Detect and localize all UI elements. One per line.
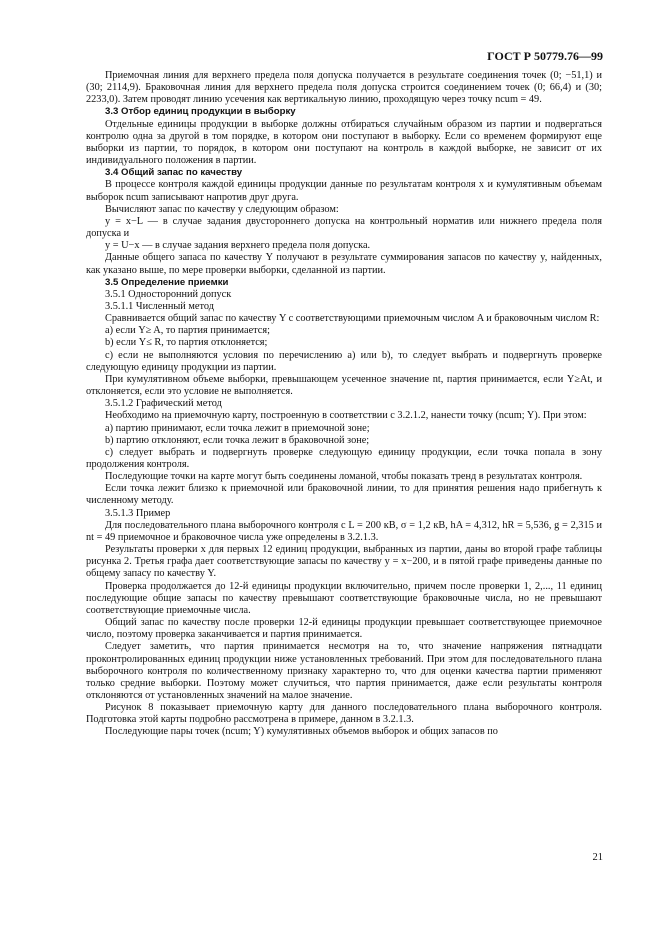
paragraph: Отдельные единицы продукции в выборке должны отбираться случайным образом из партии и подвергаться контролю одна за другой в том порядке, в котором они поступают в выборку. Если со временем формируют еще выборки из партии, то порядок, в котором они поступают на контроль в каждой выборке, не зависит от их индивидуального положения в партии. xyxy=(86,118,602,167)
section-heading: 3.5 Определение приемки xyxy=(105,276,229,288)
list-item: c) следует выбрать и подвергнуть проверке следующую единицу продукции, если точка попала в зону продолжения контроля. xyxy=(86,446,602,470)
paragraph: Для последовательного плана выборочного контроля с L = 200 кВ, σ = 1,2 кВ, hA = 4,312, hR = 5,536, g = 2,315 и nt = 49 приемочное и браковочное числа уже определены в 3.2.1.3. xyxy=(86,519,602,543)
paragraph: Последующие точки на карте могут быть соединены ломаной, чтобы показать тренд в результатах контроля. xyxy=(105,471,583,483)
paragraph: 3.5.1.2 Графический метод xyxy=(105,398,222,410)
paragraph: Сравнивается общий запас по качеству Y с соответствующими приемочным числом A и браковочным числом R: xyxy=(105,313,600,325)
paragraph: Проверка продолжается до 12-й единицы продукции включительно, причем после проверки 1, 2,..., 11 единиц последующие общие запасы по качеству превышают соответствующие браковочные числа, но не превышают соответствующие приемочные числа. xyxy=(86,580,602,616)
paragraph: 3.5.1.3 Пример xyxy=(105,507,171,519)
paragraph: Приемочная линия для верхнего предела поля допуска получается в результате соединения точек (0; −51,1) и (30; 2114,9). Браковочная линия для верхнего предела поля допуска строится соединением точек (0; 66,4) и (30; 2233,0). Затем проводят линию усечения как вертикальную линию, проходящую через точку nсum = 49. xyxy=(86,70,602,106)
list-item: b) если Y≤ R, то партия отклоняется; xyxy=(105,337,268,349)
paragraph: y = U−x — в случае задания верхнего предела поля допуска. xyxy=(105,240,371,252)
paragraph: 3.5.1 Односторонний допуск xyxy=(105,288,232,300)
list-item: a) если Y≥ A, то партия принимается; xyxy=(105,325,270,337)
paragraph: y = x−L — в случае задания двустороннего допуска на контрольный норматив или нижнего предела поля допуска и xyxy=(86,215,602,240)
section-heading: 3.4 Общий запас по качеству xyxy=(105,167,243,179)
paragraph: Результаты проверки x для первых 12 единиц продукции, выбранных из партии, даны во второй графе таблицы рисунка 2. Третья графа дает соответствующие запасы по качеству y = x−200, и в пятой графе приведены данные по общему запасу по качеству Y. xyxy=(86,544,602,580)
paragraph: Необходимо на приемочную карту, построенную в соответствии с 3.2.1.2, нанести точку (nсum; Y). При этом: xyxy=(105,410,587,422)
list-item: b) партию отклоняют, если точка лежит в браковочной зоне; xyxy=(105,434,370,446)
paragraph: Вычисляют запас по качеству y следующим образом: xyxy=(105,203,339,215)
paragraph: Общий запас по качеству после проверки 12-й единицы продукции превышает соответствующее приемочное число, поэтому проверка заканчивается и партия принимается. xyxy=(86,617,602,641)
section-heading: 3.3 Отбор единиц продукции в выборку xyxy=(105,106,296,118)
paragraph: Последующие пары точек (nсum; Y) кумулятивных объемов выборок и общих запасов по xyxy=(105,726,498,738)
paragraph: В процессе контроля каждой единицы продукции данные по результатам контроля x и кумулятивным объемам выборок nсum записывают напротив друг друга. xyxy=(86,179,602,203)
page-number: 21 xyxy=(592,852,603,863)
list-item: c) если не выполняются условия по перечислению a) или b), то следует выбрать и подвергнуть проверке следующую единицу продукции из партии. xyxy=(86,349,602,373)
standard-header: ГОСТ Р 50779.76—99 xyxy=(487,49,603,63)
paragraph: Данные общего запаса по качеству Y получают в результате суммирования запасов по качеству y, найденных, как указано выше, по мере проверки выборки, сделанной из партии. xyxy=(86,252,602,276)
list-item: a) партию принимают, если точка лежит в приемочной зоне; xyxy=(105,422,370,434)
paragraph: 3.5.1.1 Численный метод xyxy=(105,300,214,312)
document-body xyxy=(86,70,602,739)
paragraph: При кумулятивном объеме выборки, превышающем усеченное значение nt, партия принимается, если Y≥At, и отклоняется, если это условие не выполняется. xyxy=(86,373,602,398)
paragraph: Следует заметить, что партия принимается несмотря на то, что значение напряжения пятнадцати проконтролированных единиц продукции ниже установленных требований. При этом для последовательного плана выборочного контроля по количественному признаку характерно то, что для оценки качества партии применяют только средние выборки. Поэтому может случиться, что партия принимается, даже если результаты контроля отклоняются от установленных значений на малое значение. xyxy=(86,641,602,701)
paragraph: Если точка лежит близко к приемочной или браковочной линии, то для принятия решения надо прибегнуть к численному методу. xyxy=(86,483,602,507)
paragraph: Рисунок 8 показывает приемочную карту для данного последовательного плана выборочного контроля. Подготовка этой карты подробно рассмотрена в примере, данном в 3.2.1.3. xyxy=(86,702,602,726)
